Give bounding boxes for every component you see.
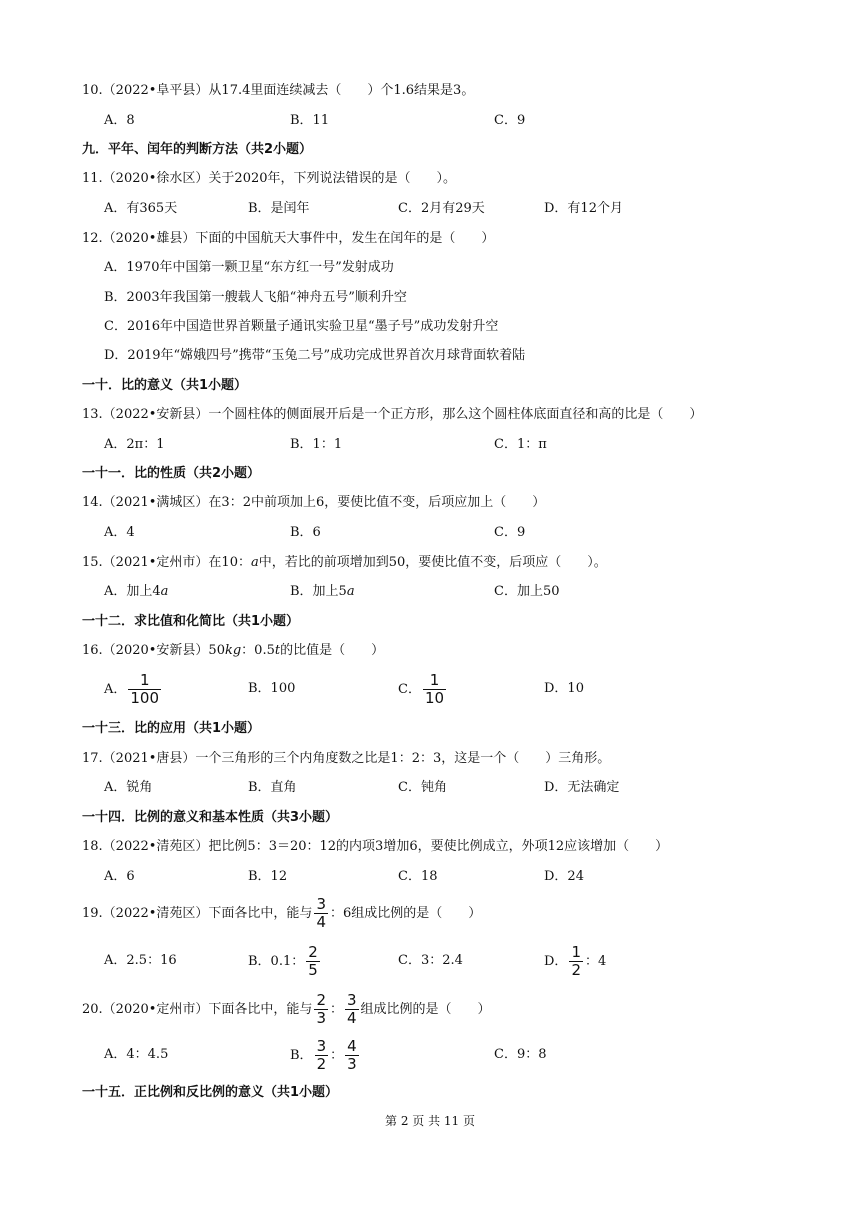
q18-option-a: A．6 bbox=[104, 869, 135, 884]
q14-option-c: C．9 bbox=[494, 525, 526, 540]
q13-option-a: A．2π：1 bbox=[104, 437, 165, 452]
question-10-stem: 10.（2022•阜平县）从17.4里面连续减去（ ）个1.6结果是3。 bbox=[82, 83, 475, 98]
q11-option-c: C．2月有29天 bbox=[398, 201, 485, 216]
fraction: $\frac{3}{4}$ bbox=[316, 895, 326, 931]
fraction: $\frac{1}{2}$ bbox=[571, 943, 581, 979]
q17-option-c: C．钝角 bbox=[398, 780, 447, 795]
q19-option-a: A．2.5：16 bbox=[104, 953, 177, 968]
question-17-stem: 17.（2021•唐县）一个三角形的三个内角度数之比是1：2：3，这是一个（ ）三角形。 bbox=[82, 751, 611, 766]
q19-option-c: C．3：2.4 bbox=[398, 953, 463, 968]
q19-option-d: D． $\frac{1}{2}$ ：4 bbox=[544, 943, 607, 979]
q14-option-b: B．6 bbox=[290, 525, 321, 540]
q16-option-c: C． $\frac{1}{10}$ bbox=[398, 671, 445, 707]
fraction: $\frac{3}{2}$ bbox=[316, 1037, 327, 1073]
question-19-stem: 19.（2022•清苑区）下面各比中，能与 $\frac{3}{4}$ ：6组成比例的是（ ） bbox=[82, 895, 482, 931]
q18-option-d: D．24 bbox=[544, 869, 584, 884]
q16-option-d: D．10 bbox=[544, 681, 584, 696]
fraction: $\frac{2}{3}$ bbox=[316, 991, 326, 1027]
q12-option-c: C．2016年中国造世界首颗量子通讯实验卫星“墨子号”成功发射升空 bbox=[104, 319, 499, 334]
question-13-stem: 13.（2022•安新县）一个圆柱体的侧面展开后是一个正方形，那么这个圆柱体底面直径和高的比是（ ） bbox=[82, 407, 703, 422]
section-heading-11: 一十一．比的性质（共2小题） bbox=[82, 466, 261, 481]
q11-option-d: D．有12个月 bbox=[544, 201, 623, 216]
section-heading-10: 一十．比的意义（共1小题） bbox=[82, 378, 248, 393]
q20-option-b: B． $\frac{3}{2}$ ： $\frac{4}{3}$ bbox=[290, 1037, 357, 1073]
question-15-stem: 15.（2021•定州市）在10：a中，若比的前项增加到50，要使比值不变，后项应（ ）。 bbox=[82, 555, 607, 570]
q20-option-c: C．9：8 bbox=[494, 1047, 547, 1062]
fraction: $\frac{4}{3}$ bbox=[347, 1037, 357, 1073]
q16-option-b: B．100 bbox=[248, 681, 296, 696]
question-11-stem: 11.（2020•徐水区）关于2020年，下列说法错误的是（ ）。 bbox=[82, 171, 457, 186]
q20-option-a: A．4：4.5 bbox=[104, 1047, 169, 1062]
question-14-stem: 14.（2021•满城区）在3：2中前项加上6，要使比值不变，后项应加上（ ） bbox=[82, 495, 546, 510]
q17-option-b: B．直角 bbox=[248, 780, 297, 795]
q14-option-a: A．4 bbox=[104, 525, 135, 540]
q15-option-b: B．加上5a bbox=[290, 584, 355, 599]
q13-option-c: C．1：π bbox=[494, 437, 547, 452]
q15-option-c: C．加上50 bbox=[494, 584, 560, 599]
question-20-stem: 20.（2020•定州市）下面各比中，能与 $\frac{2}{3}$ ： $\frac{3}{4}$ 组成比例的是（ ） bbox=[82, 991, 491, 1027]
q12-option-d: D．2019年“嫦娥四号”携带“玉兔二号”成功完成世界首次月球背面软着陆 bbox=[104, 348, 526, 363]
q15-option-a: A．加上4a bbox=[104, 584, 169, 599]
question-18-stem: 18.（2022•清苑区）把比例5：3＝20：12的内项3增加6，要使比例成立，外项12应该增加（ ） bbox=[82, 839, 669, 854]
section-heading-13: 一十三．比的应用（共1小题） bbox=[82, 721, 261, 736]
question-12-stem: 12.（2020•雄县）下面的中国航天大事件中，发生在闰年的是（ ） bbox=[82, 231, 495, 246]
q11-option-b: B．是闰年 bbox=[248, 201, 310, 216]
q19-option-b: B．0.1： $\frac{2}{5}$ bbox=[248, 943, 318, 979]
q12-option-a: A．1970年中国第一颗卫星“东方红一号”发射成功 bbox=[104, 260, 394, 275]
q18-option-c: C．18 bbox=[398, 869, 438, 884]
q12-option-b: B．2003年我国第一艘载人飞船“神舟五号”顺利升空 bbox=[104, 290, 407, 305]
q11-option-a: A．有365天 bbox=[104, 201, 178, 216]
fraction: $\frac{2}{5}$ bbox=[308, 943, 318, 979]
section-heading-9: 九．平年、闰年的判断方法（共2小题） bbox=[82, 142, 313, 157]
fraction: $\frac{3}{4}$ bbox=[347, 991, 357, 1027]
section-heading-12: 一十二．求比值和化简比（共1小题） bbox=[82, 614, 300, 629]
q10-option-a: A．8 bbox=[104, 113, 135, 128]
q17-option-d: D．无法确定 bbox=[544, 780, 620, 795]
q10-option-b: B．11 bbox=[290, 113, 330, 128]
section-heading-14: 一十四．比例的意义和基本性质（共3小题） bbox=[82, 810, 339, 825]
page-number-footer: 第 2 页 共 11 页 bbox=[385, 1114, 475, 1128]
q13-option-b: B．1：1 bbox=[290, 437, 343, 452]
q17-option-a: A．锐角 bbox=[104, 780, 153, 795]
question-16-stem: 16.（2020•安新县）50kg：0.5t的比值是（ ） bbox=[82, 643, 385, 658]
fraction: $\frac{1}{100}$ bbox=[130, 671, 160, 707]
fraction: $\frac{1}{10}$ bbox=[424, 671, 445, 707]
q18-option-b: B．12 bbox=[248, 869, 288, 884]
q16-option-a: A． $\frac{1}{100}$ bbox=[104, 671, 160, 707]
q10-option-c: C．9 bbox=[494, 113, 526, 128]
section-heading-15: 一十五．正比例和反比例的意义（共1小题） bbox=[82, 1085, 339, 1100]
